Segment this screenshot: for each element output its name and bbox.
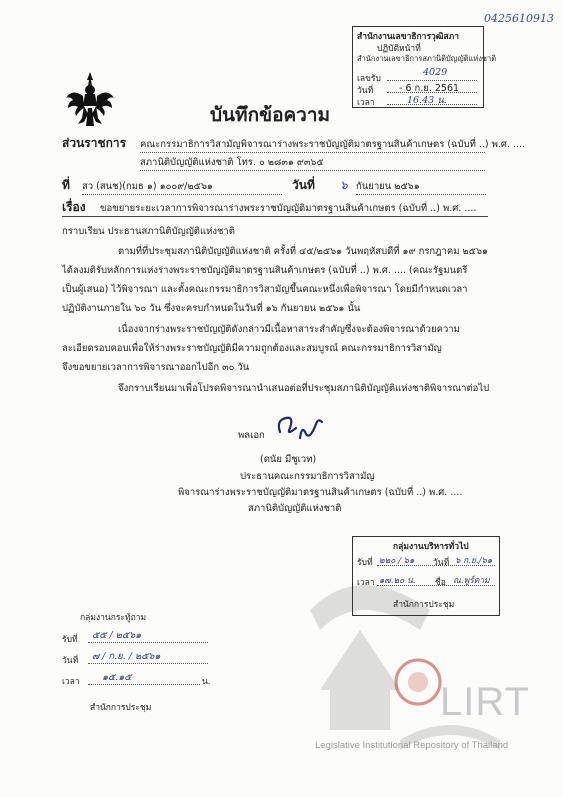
date-label: วันที่ xyxy=(292,178,315,192)
stamp-number-label: เลขรับ xyxy=(357,74,381,84)
subject-label: เรื่อง xyxy=(62,200,86,214)
lirt-brand: LIRT xyxy=(440,680,530,724)
para1-line2: ได้ลงมติรับหลักการแห่งร่างพระราชบัญญัติมาตรฐานสินค้าเกษตร (ฉบับที่ ..) พ.ศ. .... (คณะรัฐมนตรี xyxy=(62,265,468,276)
stamp-right xyxy=(352,536,500,616)
receive-stamp xyxy=(352,26,497,108)
stamp-right-by-label: ชื่อ xyxy=(435,578,446,588)
stamp-left xyxy=(62,610,222,690)
stamp-date-label: วันที่ xyxy=(357,86,374,96)
signer-rank: พลเอก xyxy=(238,430,265,441)
date-rest: กันยายน ๒๕๖๑ xyxy=(356,179,486,195)
stamp-right-date-value: ๒๒๐ / ๖๑ xyxy=(379,556,415,566)
stamp-left-date-label: วันที่ xyxy=(62,656,79,666)
stamp-right-day-value: ๖ ก.ย./๖๑ xyxy=(455,556,493,566)
stamp-left-time-value: ๑๕.๑๕ xyxy=(102,672,132,683)
para2-line2: ละเอียดรอบคอบเพื่อให้ร่างพระราชบัญญัติมีความถูกต้องและสมบูรณ์ คณะกรรมาธิการวิสามัญ xyxy=(62,343,442,354)
stamp-right-footer: สำนักการประชุม xyxy=(393,600,455,610)
stamp-org-sub2: สำนักงานเลขาธิการสภานิติบัญญัติแห่งชาติ xyxy=(357,54,497,63)
stamp-left-date-value: ๗ / ก.ย. / ๒๕๖๑ xyxy=(92,651,161,662)
stamp-right-time-value: ๑๗.๒๐ น. xyxy=(379,576,416,586)
ref-label: ที่ xyxy=(62,178,70,192)
signature-icon xyxy=(272,410,332,444)
ref-value: สว (สนช)(กมธ ๑) ๑๐๐๙/๒๕๖๑ xyxy=(82,179,282,195)
stamp-left-header: กลุ่มงานกระทู้ถาม xyxy=(80,613,147,623)
stamp-right-time-label: เวลา xyxy=(357,578,375,588)
stamp-org-sub: ปฏิบัติหน้าที่ xyxy=(377,44,421,54)
signer-name: (ดนัย มีชูเวท) xyxy=(260,454,317,465)
garuda-emblem-icon xyxy=(64,70,116,128)
signer-pos3: สภานิติบัญญัติแห่งชาติ xyxy=(248,503,342,514)
corner-code: 0425610913 xyxy=(484,12,554,25)
stamp-right-date-label: รับที่ xyxy=(357,558,373,568)
stamp-number-value: 4029 xyxy=(423,67,448,78)
stamp-left-rx-value: ๕๕ / ๒๕๖๑ xyxy=(92,630,142,641)
signer-pos1: ประธานคณะกรรมาธิการวิสามัญ xyxy=(240,471,375,482)
memo-title: บันทึกข้อความ xyxy=(210,104,331,126)
dept-line1: คณะกรรมาธิการวิสามัญพิจารณาร่างพระราชบัญญัติมาตรฐานสินค้าเกษตร (ฉบับที่ ..) พ.ศ. .... xyxy=(140,137,485,153)
signer-pos2: พิจารณาร่างพระราชบัญญัติมาตรฐานสินค้าเกษตร (ฉบับที่ ..) พ.ศ. .... xyxy=(178,487,463,498)
stamp-left-rx-label: รับที่ xyxy=(62,635,78,645)
stamp-left-time-unit: น. xyxy=(202,677,211,687)
stamp-date-value: - 6 ก.ย. 2561 xyxy=(399,83,460,94)
stamp-right-header: กลุ่มงานบริหารทั่วไป xyxy=(393,542,469,552)
para1-line1: ตามที่ที่ประชุมสภานิติบัญญัติแห่งชาติ ครั้งที่ ๔๕/๒๕๖๑ วันพฤหัสบดีที่ ๑๙ กรกฎาคม ๒๕๖๑ xyxy=(118,246,489,257)
date-day: ๖ xyxy=(340,178,348,192)
salutation: กราบเรียน ประธานสภานิติบัญญัติแห่งชาติ xyxy=(62,226,235,237)
subject-value: ขอขยายระยะเวลาการพิจารณาร่างพระราชบัญญัติมาตรฐานสินค้าเกษตร (ฉบับที่ ..) พ.ศ. .... xyxy=(100,201,486,217)
lirt-caption: Legislative Institutional Repository of Thailand xyxy=(315,740,509,751)
stamp-right-by-value: ณ.พูร์ตาม xyxy=(453,576,490,586)
para3: จึงกราบเรียนมาเพื่อโปรดพิจารณานำเสนอต่อที่ประชุมสภานิติบัญญัติแห่งชาติพิจารณาต่อไป xyxy=(118,383,490,394)
stamp-left-time-label: เวลา xyxy=(62,677,80,687)
stamp-right-day-label: วันที่ xyxy=(433,558,450,568)
dept-line2: สภานิติบัญญัติแห่งชาติ โทร. ๐ ๒๘๓๑ ๙๓๖๕ xyxy=(140,155,485,171)
stamp-time-value: 16.43 น. xyxy=(407,95,447,106)
para1-line4: ปฏิบัติงานภายใน ๖๐ วัน ซึ่งจะครบกำหนดในวันที่ ๑๖ กันยายน ๒๕๖๑ นั้น xyxy=(62,303,361,314)
para2-line1: เนื่องจากร่างพระราชบัญญัติดังกล่าวมีเนื้อหาสาระสำคัญซึ่งจะต้องพิจารณาด้วยความ xyxy=(118,324,460,335)
stamp-left-footer: สำนักการประชุม xyxy=(90,703,152,713)
stamp-org-main: สำนักงานเลขาธิการวุฒิสภา xyxy=(357,32,460,42)
para2-line3: จึงขอขยายเวลาการพิจารณาออกไปอีก ๓๐ วัน xyxy=(62,362,250,373)
para1-line3: เป็นผู้เสนอ) ไว้พิจารณา และตั้งคณะกรรมาธิการวิสามัญขึ้นคณะหนึ่งเพื่อพิจารณา โดยมีกำหนดเวลา xyxy=(62,284,468,295)
dept-label: ส่วนราชการ xyxy=(62,136,127,150)
stamp-time-label: เวลา xyxy=(357,98,375,108)
